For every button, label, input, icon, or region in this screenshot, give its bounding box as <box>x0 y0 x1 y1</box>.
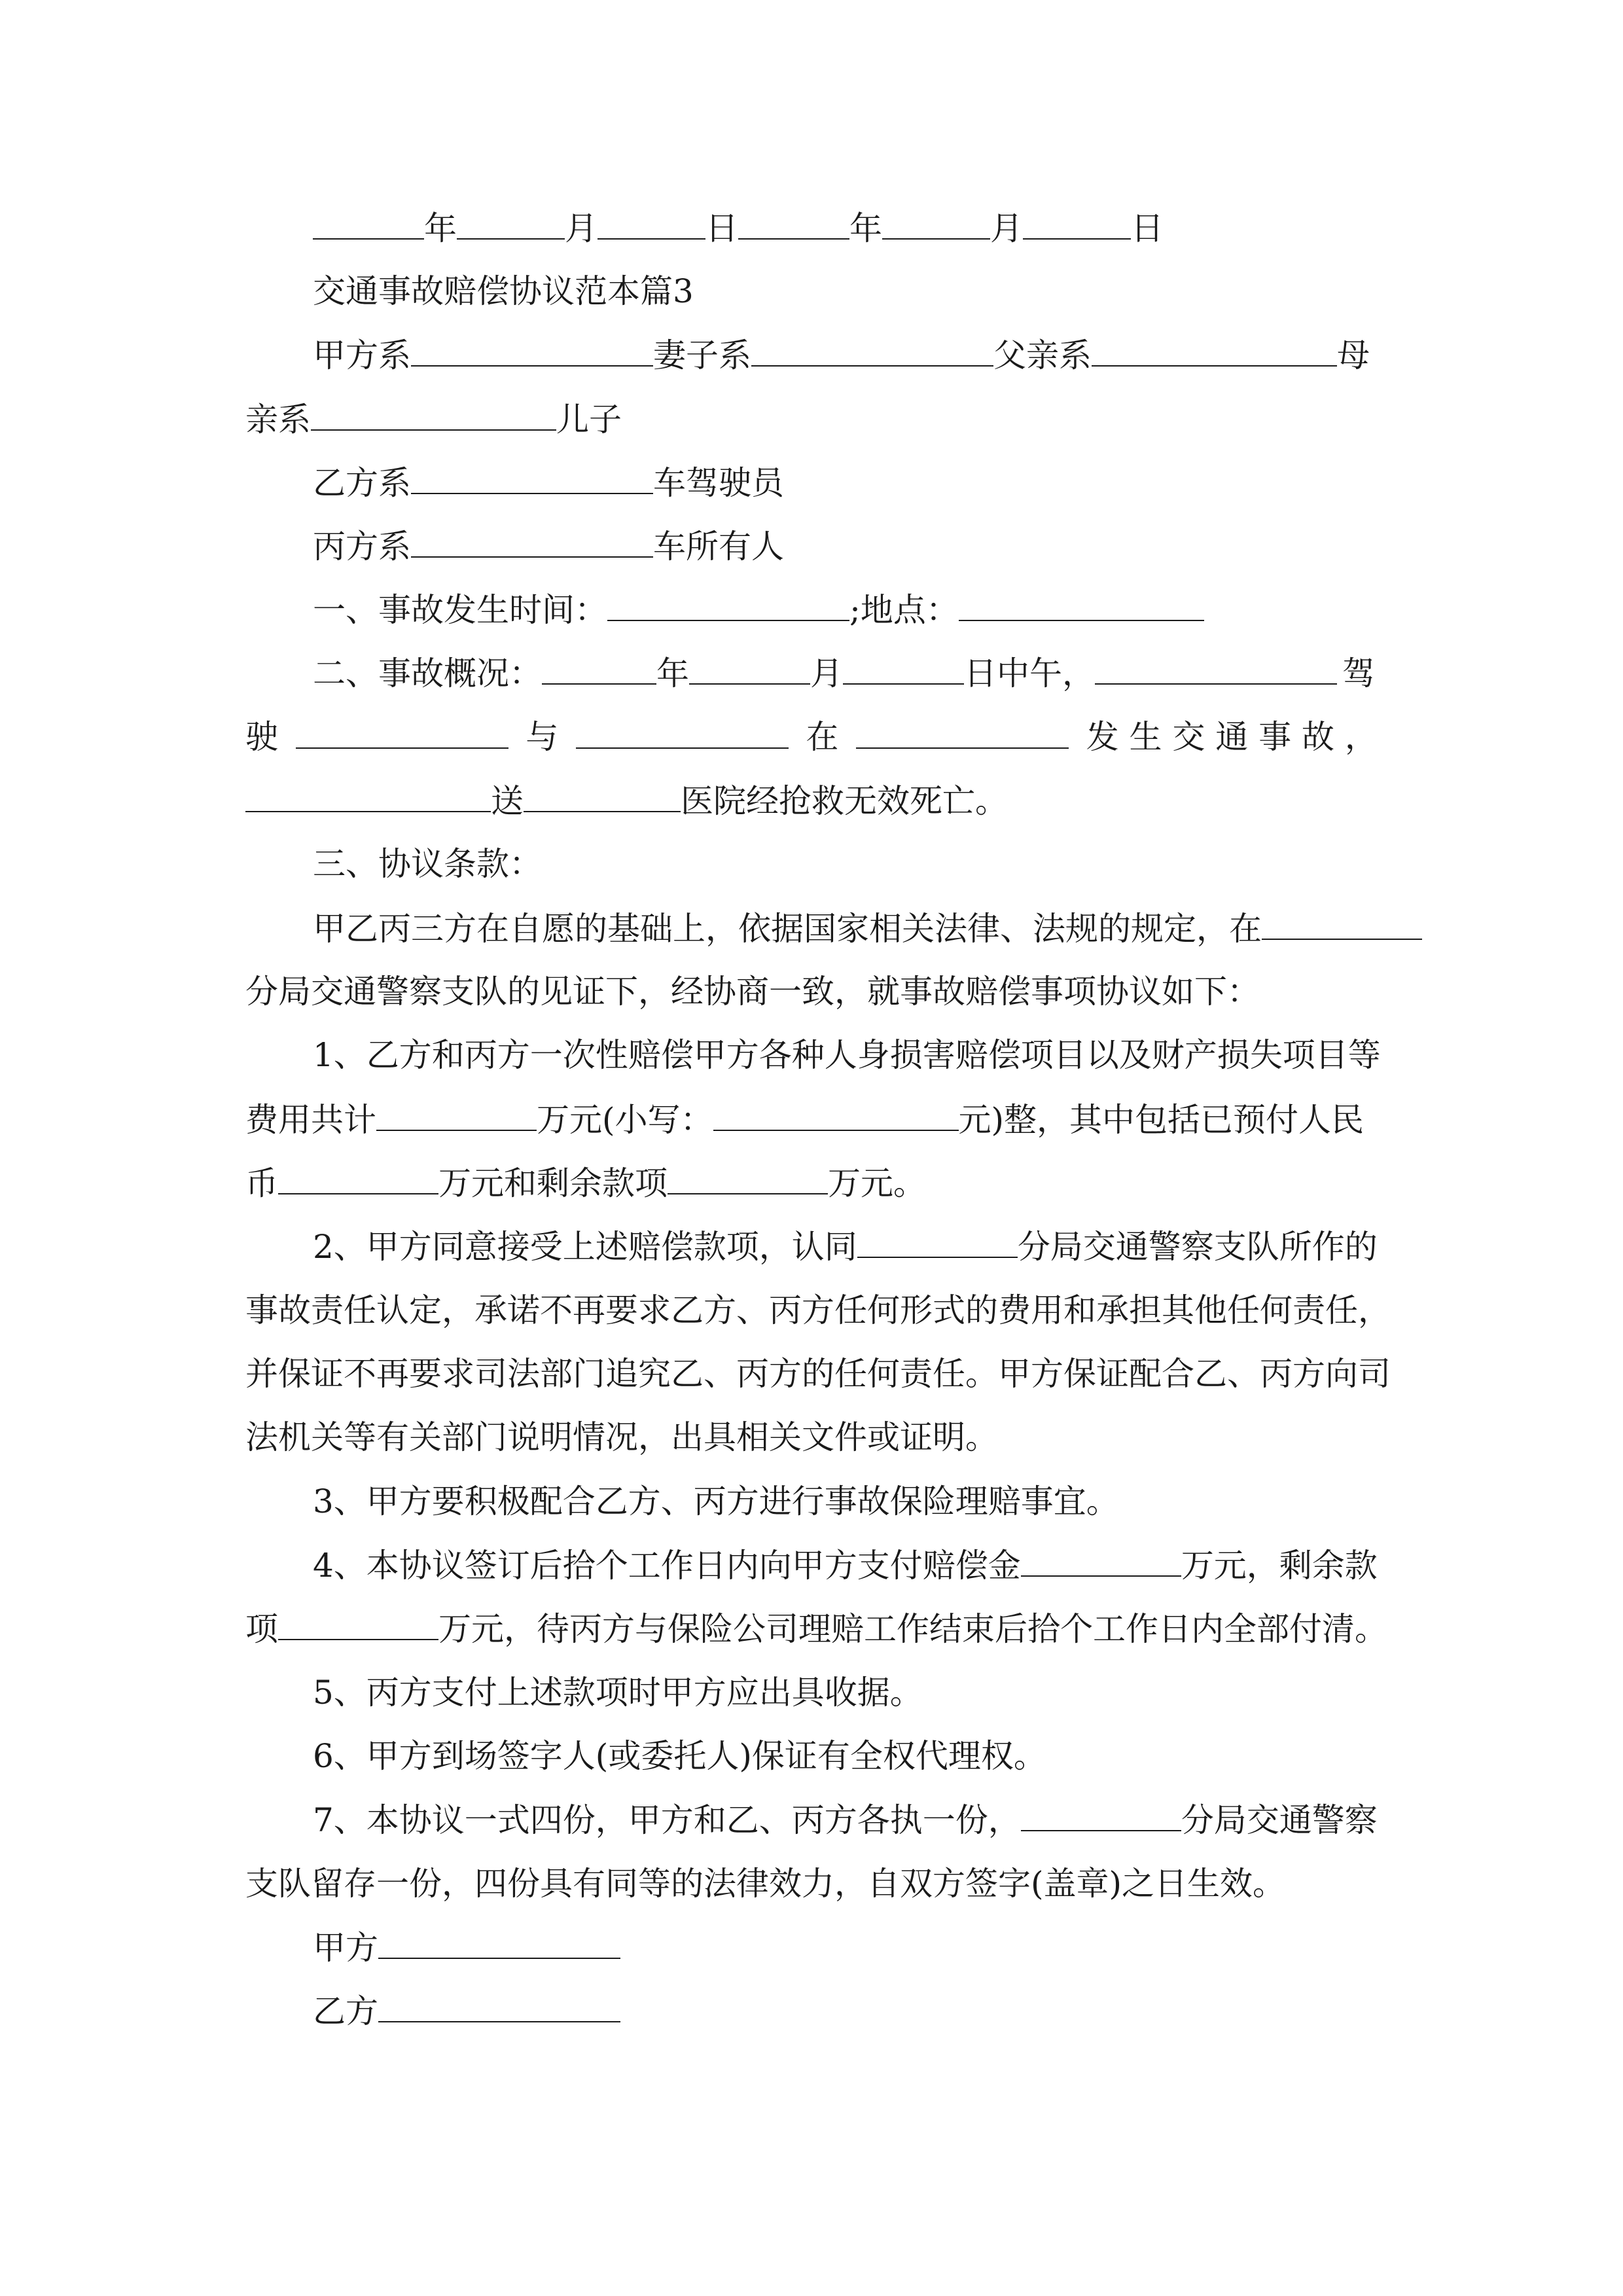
blank[interactable] <box>411 463 653 494</box>
blank[interactable] <box>576 717 789 749</box>
blank[interactable] <box>411 335 653 367</box>
text: 万元(小写： <box>537 1101 713 1139</box>
blank[interactable] <box>1023 208 1131 240</box>
text: 月 <box>565 209 597 247</box>
clause-5: 5、丙方支付上述款项时甲方应出具收据。 <box>313 1674 923 1712</box>
text: 月 <box>990 209 1023 247</box>
text: 送 <box>491 782 524 820</box>
text: 甲乙丙三方在自愿的基础上，依据国家相关法律、法规的规定，在 <box>313 910 1262 948</box>
blank[interactable] <box>245 781 491 812</box>
text: 日 <box>705 209 738 247</box>
blank[interactable] <box>856 717 1069 749</box>
text: 4、本协议签订后拾个工作日内向甲方支付赔偿金 <box>313 1547 1021 1585</box>
text: 亲系 <box>245 401 311 439</box>
text: 驶 <box>245 718 278 756</box>
text: ;地点： <box>849 591 959 629</box>
party-a-line <box>313 335 1370 374</box>
blank[interactable] <box>1262 908 1422 940</box>
text: 月 <box>810 655 843 692</box>
clause-1-line-2 <box>245 1100 1364 1139</box>
text: 费用共计 <box>245 1101 376 1139</box>
blank[interactable] <box>313 208 424 240</box>
text: 妻子系 <box>653 336 751 374</box>
date-line <box>313 208 1164 247</box>
blank[interactable] <box>668 1163 828 1194</box>
blank[interactable] <box>843 653 964 685</box>
blank[interactable] <box>738 208 849 240</box>
blank[interactable] <box>857 1227 1018 1258</box>
text: 父亲系 <box>993 336 1092 374</box>
clause-7-line-2: 支队留存一份，四份具有同等的法律效力，自双方签字(盖章)之日生效。 <box>245 1865 1286 1903</box>
text: 丙方系 <box>313 528 411 565</box>
blank[interactable] <box>457 208 565 240</box>
text: 与 <box>526 718 559 756</box>
blank[interactable] <box>278 1163 438 1194</box>
blank[interactable] <box>882 208 990 240</box>
text: 甲方 <box>313 1929 378 1967</box>
blank[interactable] <box>542 653 656 685</box>
text: 日中午， <box>964 655 1095 692</box>
blank[interactable] <box>689 653 810 685</box>
blank[interactable] <box>376 1100 537 1131</box>
accident-summary-line-3 <box>245 781 1008 820</box>
blank[interactable] <box>713 1100 959 1131</box>
text: 万元，剩余款 <box>1181 1547 1378 1585</box>
text: 甲方系 <box>313 336 411 374</box>
blank[interactable] <box>751 335 993 367</box>
clause-2-line-3: 并保证不再要求司法部门追究乙、丙方的任何责任。甲方保证配合乙、丙方向司 <box>245 1355 1391 1393</box>
signature-b-line <box>313 1991 620 2030</box>
clause-4-line-2 <box>245 1609 1387 1648</box>
text: 车驾驶员 <box>653 464 784 502</box>
text: 二、事故概况： <box>313 655 542 692</box>
text: 2、甲方同意接受上述赔偿款项，认同 <box>313 1228 857 1266</box>
accident-summary-line-1 <box>313 653 1375 692</box>
party-c-line <box>313 526 784 565</box>
section-heading: 交通事故赔偿协议范本篇3 <box>313 272 694 310</box>
text: 年 <box>849 209 882 247</box>
clause-2-line-1 <box>313 1227 1378 1266</box>
text: 万元，待丙方与保险公司理赔工作结束后拾个工作日内全部付清。 <box>438 1610 1387 1648</box>
clause-3: 3、甲方要积极配合乙方、丙方进行事故保险理赔事宜。 <box>313 1482 1119 1520</box>
clause-2-line-4: 法机关等有关部门说明情况，出具相关文件或证明。 <box>245 1418 998 1456</box>
blank[interactable] <box>524 781 681 812</box>
text: 乙方 <box>313 1992 378 2030</box>
intro-line-2: 分局交通警察支队的见证下，经协商一致，就事故赔偿事项协议如下： <box>245 973 1260 1011</box>
text: 币 <box>245 1164 278 1202</box>
blank[interactable] <box>278 1609 438 1640</box>
blank[interactable] <box>1021 1800 1181 1831</box>
party-a-line-2 <box>245 399 622 439</box>
signature-a-line <box>313 1928 620 1967</box>
text: 驾 <box>1342 655 1375 692</box>
clause-2-line-2: 事故责任认定，承诺不再要求乙方、丙方任何形式的费用和承担其他任何责任， <box>245 1291 1391 1329</box>
section-3-title: 三、协议条款： <box>313 845 542 883</box>
signature-a-blank[interactable] <box>378 1928 620 1959</box>
text: 分局交通警察 <box>1181 1801 1378 1839</box>
blank[interactable] <box>597 208 705 240</box>
text: 母 <box>1337 336 1370 374</box>
text: 儿子 <box>556 401 622 439</box>
text: 元)整，其中包括已预付人民 <box>958 1101 1364 1139</box>
blank[interactable] <box>1095 653 1337 685</box>
text: 分局交通警察支队所作的 <box>1017 1228 1378 1266</box>
text: 万元和剩余款项 <box>438 1164 668 1202</box>
blank[interactable] <box>411 526 653 558</box>
clause-1-line-3 <box>245 1163 926 1202</box>
text: 在 <box>806 718 839 756</box>
blank[interactable] <box>296 717 508 749</box>
intro-line-1 <box>313 908 1422 948</box>
clause-1-line-1: 1、乙方和丙方一次性赔偿甲方各种人身损害赔偿项目以及财产损失项目等 <box>313 1036 1381 1074</box>
blank[interactable] <box>607 590 849 621</box>
blank[interactable] <box>959 590 1204 621</box>
text: 乙方系 <box>313 464 411 502</box>
text: 发 生 交 通 事 故 ， <box>1086 718 1378 756</box>
text: 一、事故发生时间： <box>313 591 607 629</box>
accident-time-line <box>313 590 1204 629</box>
text: 7、本协议一式四份，甲方和乙、丙方各执一份， <box>313 1801 1021 1839</box>
text: 医院经抢救无效死亡。 <box>681 782 1008 820</box>
text: 车所有人 <box>653 528 784 565</box>
blank[interactable] <box>1092 335 1337 367</box>
blank[interactable] <box>1021 1545 1181 1577</box>
text: 年 <box>656 655 689 692</box>
blank[interactable] <box>311 399 556 431</box>
text: 年 <box>424 209 457 247</box>
clause-4-line-1 <box>313 1545 1378 1585</box>
text: 日 <box>1131 209 1164 247</box>
clause-7-line-1 <box>313 1800 1378 1839</box>
signature-b-blank[interactable] <box>378 1991 620 2022</box>
party-b-line <box>313 463 784 502</box>
clause-6: 6、甲方到场签字人(或委托人)保证有全权代理权。 <box>313 1737 1046 1775</box>
accident-summary-line-2 <box>245 717 1378 757</box>
text: 项 <box>245 1610 278 1648</box>
text: 万元。 <box>828 1164 926 1202</box>
